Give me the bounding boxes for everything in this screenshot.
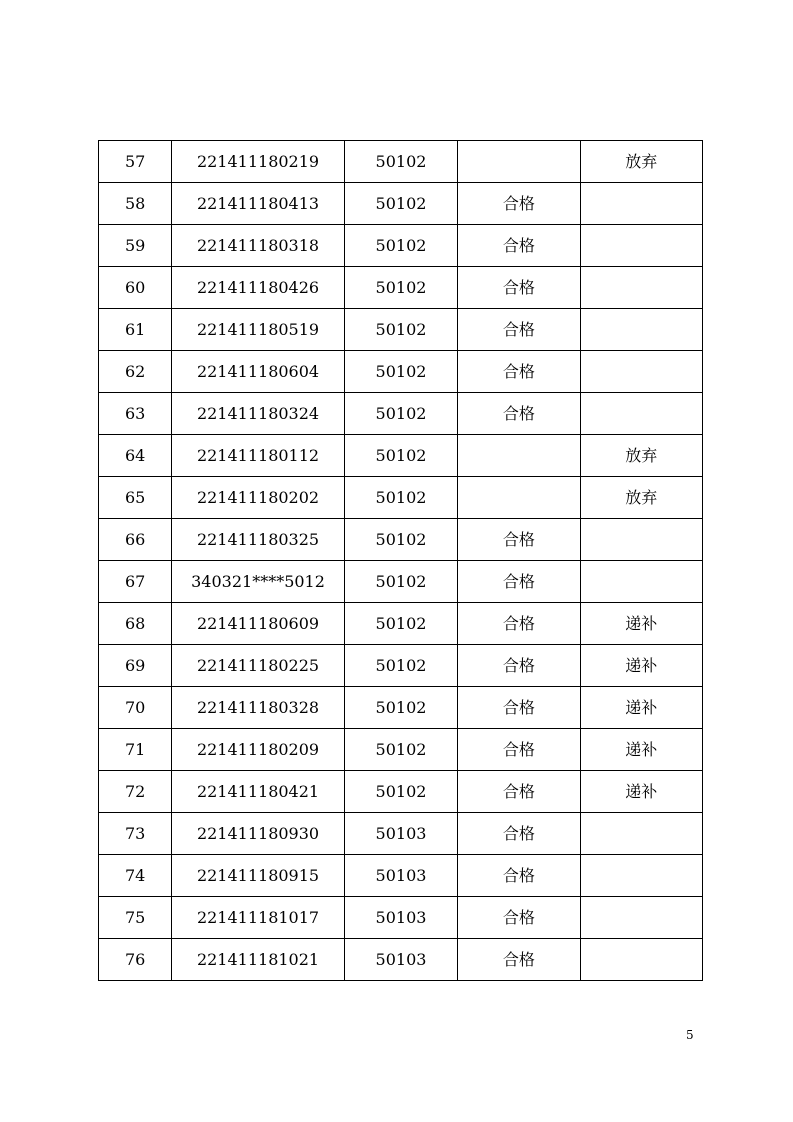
note-cell: 放弃 [580,141,702,183]
result-cell: 合格 [458,729,580,771]
row-number-cell: 62 [99,351,172,393]
note-cell [580,939,702,981]
result-cell: 合格 [458,855,580,897]
result-cell: 合格 [458,351,580,393]
exam-id-cell: 221411181017 [172,897,345,939]
note-cell [580,183,702,225]
result-cell: 合格 [458,771,580,813]
position-code-cell: 50102 [344,183,457,225]
row-number-cell: 71 [99,729,172,771]
table-row [99,645,703,687]
table-row [99,309,703,351]
exam-id-cell: 221411180225 [172,645,345,687]
note-cell [580,267,702,309]
row-number-cell: 67 [99,561,172,603]
table-row [99,855,703,897]
table-row [99,267,703,309]
result-cell: 合格 [458,309,580,351]
row-number-cell: 66 [99,519,172,561]
table-row [99,729,703,771]
row-number-cell: 74 [99,855,172,897]
row-number-cell: 75 [99,897,172,939]
row-number-cell: 65 [99,477,172,519]
result-cell: 合格 [458,813,580,855]
row-number-cell: 63 [99,393,172,435]
exam-id-cell: 221411180519 [172,309,345,351]
result-cell: 合格 [458,393,580,435]
note-cell [580,519,702,561]
exam-id-cell: 221411180209 [172,729,345,771]
result-cell: 合格 [458,561,580,603]
table-row [99,519,703,561]
table-row [99,897,703,939]
results-table [98,140,703,981]
result-cell: 合格 [458,687,580,729]
exam-id-cell: 221411180112 [172,435,345,477]
row-number-cell: 60 [99,267,172,309]
exam-id-cell: 221411180604 [172,351,345,393]
note-cell: 递补 [580,729,702,771]
position-code-cell: 50102 [344,351,457,393]
result-cell: 合格 [458,519,580,561]
position-code-cell: 50102 [344,687,457,729]
position-code-cell: 50102 [344,645,457,687]
exam-id-cell: 221411180915 [172,855,345,897]
position-code-cell: 50102 [344,561,457,603]
exam-id-cell: 221411180318 [172,225,345,267]
position-code-cell: 50102 [344,267,457,309]
position-code-cell: 50102 [344,603,457,645]
table-row [99,183,703,225]
result-cell [458,435,580,477]
row-number-cell: 72 [99,771,172,813]
result-cell [458,141,580,183]
note-cell [580,813,702,855]
exam-id-cell: 221411181021 [172,939,345,981]
position-code-cell: 50102 [344,309,457,351]
table-row [99,141,703,183]
note-cell [580,351,702,393]
position-code-cell: 50103 [344,813,457,855]
position-code-cell: 50103 [344,939,457,981]
position-code-cell: 50102 [344,141,457,183]
result-cell: 合格 [458,183,580,225]
exam-id-cell: 221411180325 [172,519,345,561]
note-cell [580,309,702,351]
note-cell [580,561,702,603]
exam-id-cell: 221411180609 [172,603,345,645]
row-number-cell: 59 [99,225,172,267]
position-code-cell: 50102 [344,729,457,771]
note-cell: 递补 [580,687,702,729]
page-number: 5 [686,1028,694,1042]
note-cell [580,225,702,267]
row-number-cell: 64 [99,435,172,477]
row-number-cell: 58 [99,183,172,225]
result-cell: 合格 [458,603,580,645]
position-code-cell: 50103 [344,855,457,897]
result-cell: 合格 [458,645,580,687]
exam-id-cell: 221411180930 [172,813,345,855]
table-row [99,351,703,393]
note-cell: 递补 [580,603,702,645]
table-row [99,435,703,477]
row-number-cell: 57 [99,141,172,183]
result-cell: 合格 [458,939,580,981]
note-cell [580,393,702,435]
position-code-cell: 50102 [344,771,457,813]
position-code-cell: 50102 [344,225,457,267]
note-cell: 递补 [580,771,702,813]
row-number-cell: 70 [99,687,172,729]
row-number-cell: 76 [99,939,172,981]
position-code-cell: 50103 [344,897,457,939]
position-code-cell: 50102 [344,477,457,519]
result-cell [458,477,580,519]
result-cell: 合格 [458,267,580,309]
result-cell: 合格 [458,897,580,939]
exam-id-cell: 221411180426 [172,267,345,309]
exam-id-cell: 340321****5012 [172,561,345,603]
table-row [99,939,703,981]
exam-id-cell: 221411180202 [172,477,345,519]
table-row [99,477,703,519]
exam-id-cell: 221411180421 [172,771,345,813]
table-row [99,393,703,435]
table-row [99,687,703,729]
table-row [99,225,703,267]
row-number-cell: 73 [99,813,172,855]
exam-id-cell: 221411180328 [172,687,345,729]
note-cell [580,855,702,897]
row-number-cell: 69 [99,645,172,687]
note-cell: 放弃 [580,435,702,477]
exam-id-cell: 221411180413 [172,183,345,225]
exam-id-cell: 221411180324 [172,393,345,435]
table-row [99,771,703,813]
table-row [99,813,703,855]
note-cell [580,897,702,939]
table-row [99,603,703,645]
position-code-cell: 50102 [344,435,457,477]
result-cell: 合格 [458,225,580,267]
row-number-cell: 68 [99,603,172,645]
exam-id-cell: 221411180219 [172,141,345,183]
note-cell: 放弃 [580,477,702,519]
note-cell: 递补 [580,645,702,687]
results-table-body [99,141,703,981]
table-row [99,561,703,603]
row-number-cell: 61 [99,309,172,351]
position-code-cell: 50102 [344,519,457,561]
position-code-cell: 50102 [344,393,457,435]
